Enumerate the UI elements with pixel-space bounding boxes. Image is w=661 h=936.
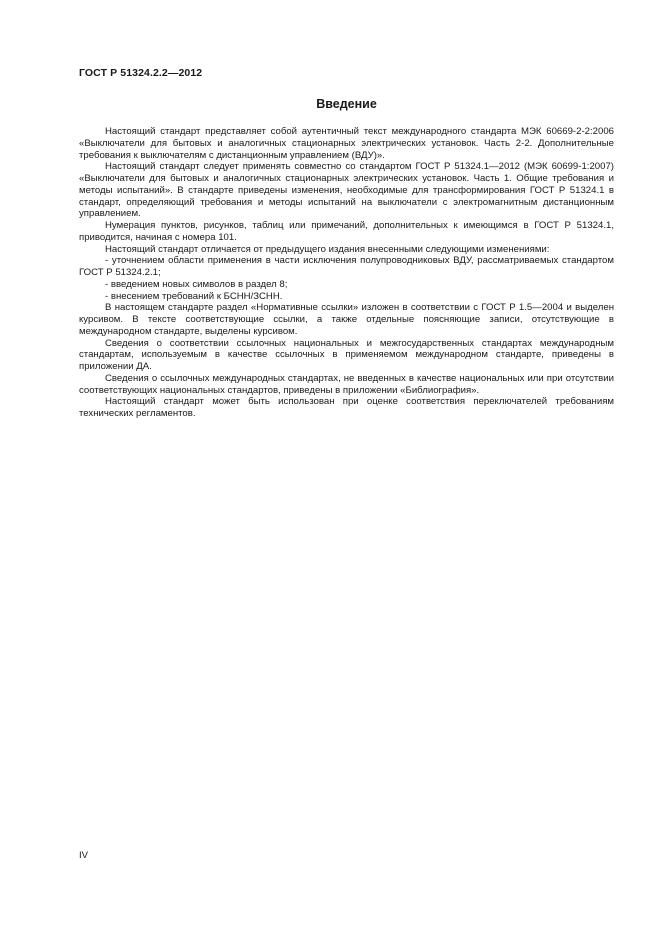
paragraph: Настоящий стандарт следует применять совместно со стандартом ГОСТ Р 51324.1—2012 (МЭК 60699-1:2007) «Выключатели для бытовых и аналогичных стационарных электрических установок. Часть 1. Общие требования и методы испытаний». В стандарте приведены изменения, необходимые для трансформирования ГОСТ Р 51324.1 в стандарт, определяющий требования и методы испытаний на выключатели с электромагнитным дистанционным управлением. bbox=[79, 161, 614, 220]
body-text bbox=[79, 126, 614, 420]
page-number: IV bbox=[79, 850, 88, 861]
list-item: - внесением требований к БСНН/ЗСНН. bbox=[105, 290, 283, 302]
list-item: - введением новых символов в раздел 8; bbox=[105, 278, 288, 290]
section-title: Введение bbox=[316, 97, 377, 111]
paragraph: Сведения о ссылочных международных стандартах, не введенных в качестве национальных или при отсутствии соответствующих национальных стандартов, приведены в приложении «Библиография». bbox=[79, 372, 614, 396]
document-header: ГОСТ Р 51324.2.2—2012 bbox=[79, 67, 203, 79]
paragraph: В настоящем стандарте раздел «Нормативные ссылки» изложен в соответствии с ГОСТ Р 1.5—2004 и выделен курсивом. В тексте соответствующие ссылки, а также отдельные поясняющие записи, отсутствующие в международном стандарте, выделены курсивом. bbox=[79, 302, 614, 337]
paragraph: Настоящий стандарт может быть использован при оценке соответствия переключателей требованиям технических регламентов. bbox=[79, 396, 614, 419]
list-item: - уточнением области применения в части исключения полупроводниковых ВДУ, рассматриваемых стандартом ГОСТ Р 51324.2.1; bbox=[79, 255, 614, 278]
paragraph: Сведения о соответствии ссылочных национальных и межгосударственных стандартах международным стандартам, используемым в качестве ссылочных в применяемом международном стандарте, приведены в приложении ДА. bbox=[79, 337, 614, 372]
paragraph: Нумерация пунктов, рисунков, таблиц или примечаний, дополнительных к имеющимся в ГОСТ Р 51324.1, приводится, начиная с номера 101. bbox=[79, 220, 614, 243]
paragraph: Настоящий стандарт представляет собой аутентичный текст международного стандарта МЭК 60669-2-2:2006 «Выключатели для бытовых и аналогичных стационарных электрических установок. Часть 2-2. Дополнительные требования к выключателям с дистанционным управлением (ВДУ)». bbox=[79, 126, 614, 161]
paragraph: Настоящий стандарт отличается от предыдущего издания внесенными следующими изменениями: bbox=[105, 243, 550, 255]
